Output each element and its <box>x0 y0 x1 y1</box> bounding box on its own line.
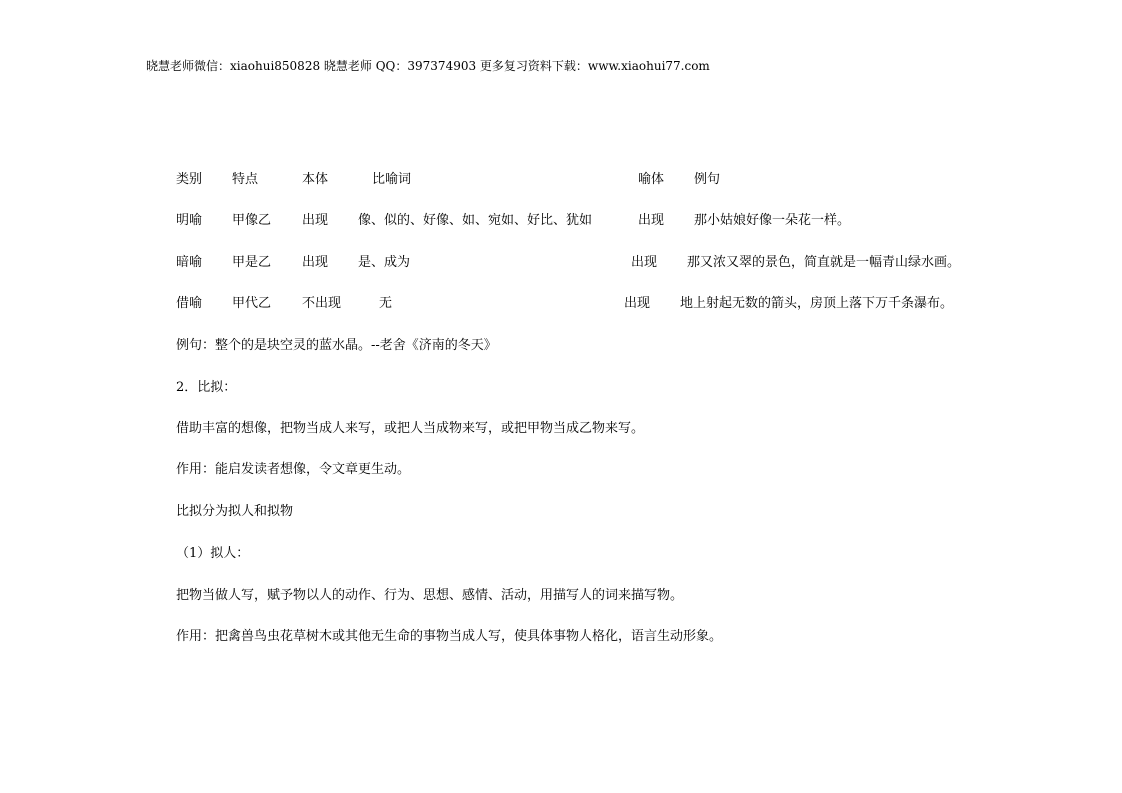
table-cell: 甲代乙 <box>232 296 272 311</box>
subsection-heading: （1）拟人： <box>176 546 250 561</box>
column-header-vehicle: 喻体 <box>638 172 665 187</box>
table-cell: 甲像乙 <box>232 213 272 228</box>
table-cell: 那又浓又翠的景色，简直就是一幅青山绿水画。 <box>687 255 961 270</box>
classification-paragraph: 比拟分为拟人和拟物 <box>176 504 294 519</box>
table-cell: 借喻 <box>176 296 203 311</box>
table-cell: 暗喻 <box>176 255 203 270</box>
column-header-example: 例句 <box>694 172 721 187</box>
example-sentence-paragraph: 例句：整个的是块空灵的蓝水晶。--老舍《济南的冬天》 <box>176 338 497 353</box>
table-cell: 不出现 <box>302 296 342 311</box>
subsection-function-paragraph: 作用：把禽兽鸟虫花草树木或其他无生命的事物当成人写，使具体事物人格化，语言生动形象。 <box>176 629 723 644</box>
table-cell: 地上射起无数的箭头，房顶上落下万千条瀑布。 <box>680 296 954 311</box>
section-heading-personification: 2．比拟： <box>176 380 237 395</box>
table-cell: 明喻 <box>176 213 203 228</box>
table-cell: 出现 <box>631 255 658 270</box>
table-cell: 甲是乙 <box>232 255 272 270</box>
table-cell: 出现 <box>302 255 329 270</box>
function-paragraph: 作用：能启发读者想像，令文章更生动。 <box>176 462 411 477</box>
table-cell: 出现 <box>302 213 329 228</box>
table-cell: 像、似的、好像、如、宛如、好比、犹如 <box>358 213 593 228</box>
table-cell: 是、成为 <box>358 255 411 270</box>
table-cell: 出现 <box>638 213 665 228</box>
column-header-feature: 特点 <box>232 172 259 187</box>
subsection-definition-paragraph: 把物当做人写，赋予物以人的动作、行为、思想、感情、活动，用描写人的词来描写物。 <box>176 588 684 603</box>
column-header-comparator: 比喻词 <box>372 172 412 187</box>
table-cell: 无 <box>379 296 393 311</box>
page-header-contact: 晓慧老师微信：xiaohui850828 晓慧老师 QQ：397374903 更多复习资料下载：www.xiaohui77.com <box>146 59 710 73</box>
column-header-category: 类别 <box>176 172 203 187</box>
definition-paragraph: 借助丰富的想像，把物当成人来写，或把人当成物来写，或把甲物当成乙物来写。 <box>176 421 645 436</box>
table-cell: 出现 <box>624 296 651 311</box>
column-header-tenor: 本体 <box>302 172 329 187</box>
table-cell: 那小姑娘好像一朵花一样。 <box>694 213 851 228</box>
